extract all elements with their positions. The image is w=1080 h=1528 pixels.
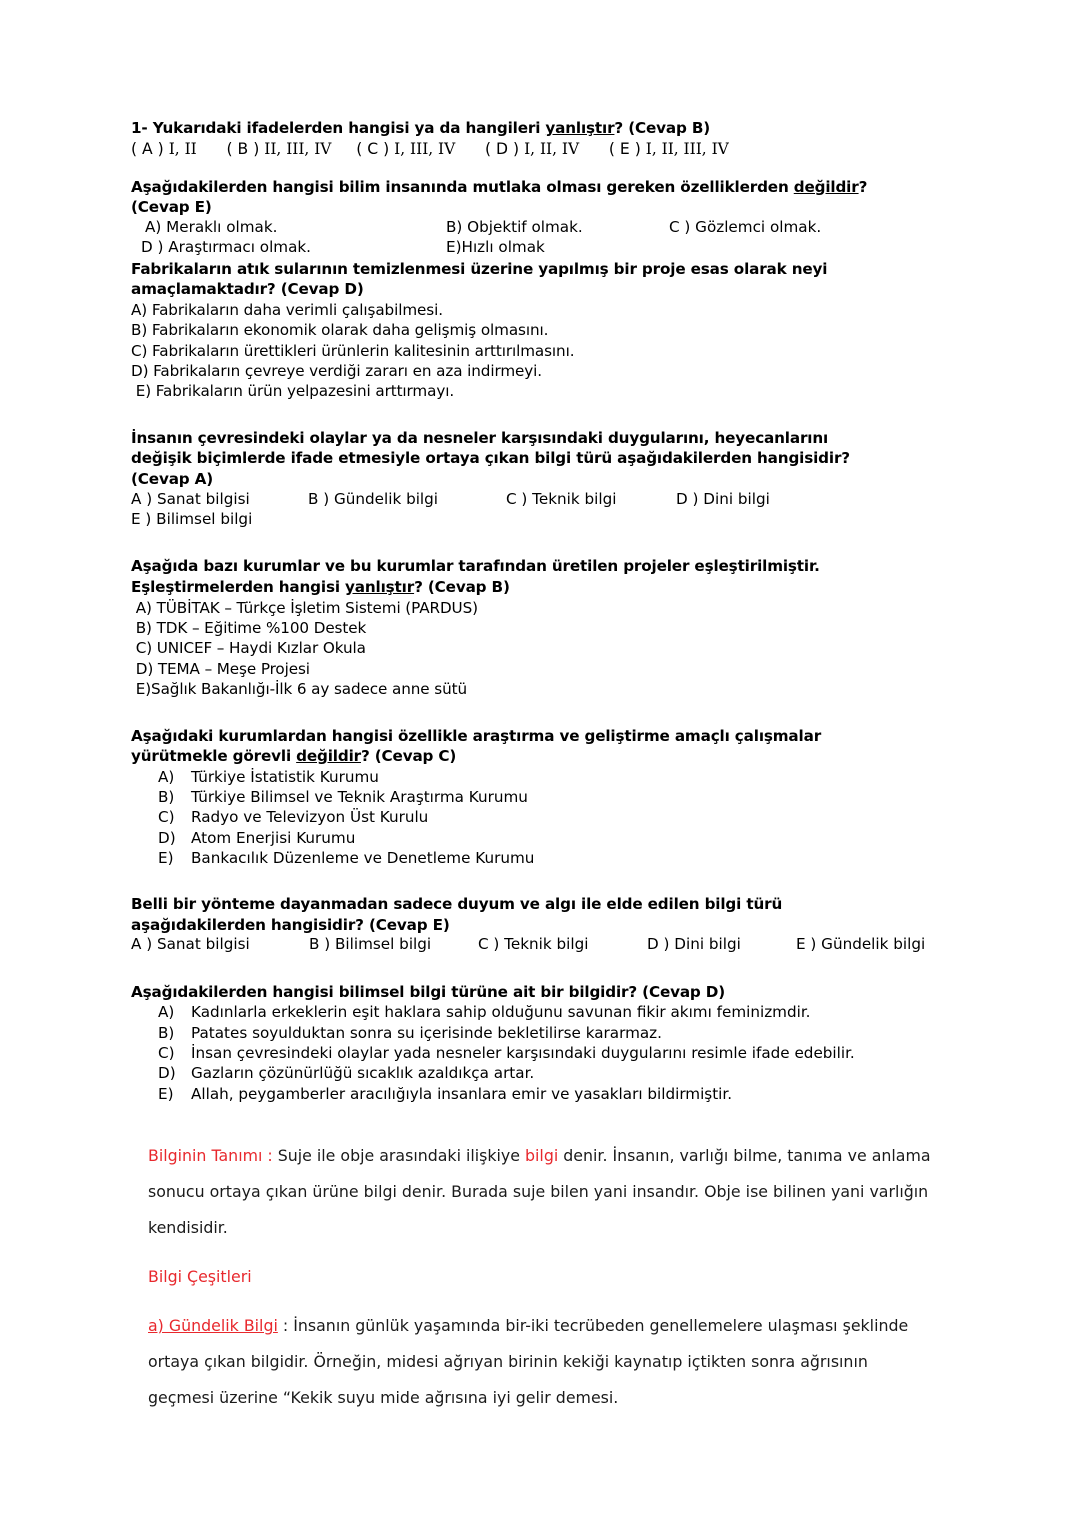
question-8-stem-line-1: Aşağıdakilerden hangisi bilimsel bilgi türüne ait bir bilgidir? (Cevap D) [131, 982, 726, 1001]
question-2-answer-key: (Cevap E) [131, 198, 212, 217]
option-marker-b: B) [158, 788, 175, 807]
question-7-options-row [131, 935, 949, 955]
question-4-options-row-1 [131, 490, 949, 510]
option-b: B ) Bilimsel bilgi [309, 935, 432, 954]
list-item [131, 828, 949, 848]
list-item [131, 787, 949, 807]
option-e: E) Fabrikaların ürün yelpazesini arttırmayı. [131, 382, 455, 401]
option-text-a: Türkiye İstatistik Kurumu [191, 767, 379, 786]
question-block-4 [131, 428, 949, 531]
option-b: B ) Gündelik bilgi [308, 489, 439, 508]
type-a-body: : İnsanın günlük yaşamında bir-iki tecrübeden genellemelere ulaşması şeklinde ortaya çıkan bilgidir. Örneğin, midesi ağrıyan birinin kekiği kaynatıp içtikten sonra ağrısının geçmesi üzerine “Kekik suyu mide ağrısına iyi gelir demesi. [148, 1315, 909, 1407]
option-marker-d: D) [158, 828, 176, 847]
option-marker-e: E) [158, 1084, 174, 1103]
question-3-stem-line-1: Fabrikaların atık sularının temizlenmesi üzerine yapılmış bir proje esas olarak neyi [131, 259, 828, 278]
question-block-5 [131, 556, 949, 699]
option-b: B) Fabrikaların ekonomik olarak daha gelişmiş olmasını. [131, 321, 549, 340]
question-6-stem-line-2 [131, 746, 949, 767]
question-block-8 [131, 982, 949, 1104]
option-letter-a: ( A ) [131, 139, 164, 158]
option-marker-a: A) [158, 1003, 175, 1022]
spacer [131, 530, 949, 556]
question-2-stem-suffix: ? [858, 177, 868, 196]
types-heading: Bilgi Çeşitleri [148, 1266, 252, 1286]
question-1-stem-prefix: 1- Yukarıdaki ifadelerden hangisi ya da hangileri [131, 119, 546, 137]
list-item [131, 1002, 949, 1022]
question-6-stem-prefix: yürütmekle görevli [131, 747, 297, 766]
type-a-label: a) Gündelik Bilgi [148, 1315, 278, 1335]
notes-section [148, 1138, 938, 1416]
question-4-stem-line-2: değişik biçimlerde ifade etmesiyle ortaya çıkan bilgi türü aşağıdakilerden hangisidir? [131, 449, 850, 468]
option-d: D ) Dini bilgi [647, 935, 741, 954]
question-block-1 [131, 118, 949, 160]
option-value-a: I, II [168, 139, 197, 158]
question-block-6 [131, 726, 949, 869]
option-text-c: Radyo ve Televizyon Üst Kurulu [191, 808, 429, 827]
question-4-stem-line-1: İnsanın çevresindeki olaylar ya da nesneler karşısındaki duygularını, heyecanlarını [131, 428, 829, 447]
question-block-7 [131, 894, 949, 956]
spacer [131, 160, 949, 177]
option-d: D) TEMA – Meşe Projesi [131, 659, 310, 678]
option-marker-e: E) [158, 848, 174, 867]
question-6-stem-line-1: Aşağıdaki kurumlardan hangisi özellikle araştırma ve geliştirme amaçlı çalışmalar [131, 726, 822, 745]
option-e: E ) Bilimsel bilgi [131, 509, 253, 528]
definition-body-part-1: Suje ile obje arasındaki ilişkiye [272, 1145, 526, 1165]
option-d: D) Fabrikaların çevreye verdiği zararı en aza indirmeyi. [131, 361, 543, 380]
list-item [131, 1043, 949, 1063]
option-text-e: Bankacılık Düzenleme ve Denetleme Kurumu [191, 848, 535, 867]
definition-body-part-2: denir. İnsanın, varlığı bilme, tanıma ve anlama sonucu ortaya çıkan ürüne bilgi denir. Burada suje bilen yani insandır. Obje ise bilinen yani varlığın kendisidir. [148, 1145, 931, 1237]
option-value-d: I, II, IV [524, 139, 580, 158]
list-item [131, 767, 949, 787]
question-1-options [131, 139, 949, 160]
option-marker-c: C) [158, 1044, 175, 1062]
option-b: B) TDK – Eğitime %100 Destek [131, 618, 367, 637]
question-7-stem-line-1: Belli bir yönteme dayanmadan sadece duyum ve algı ile elde edilen bilgi türü [131, 895, 783, 914]
question-2-options-row-1 [131, 218, 949, 238]
option-b: B) Objektif olmak. [446, 217, 583, 236]
question-block-2 [131, 177, 949, 259]
option-text-a: Kadınlarla erkeklerin eşit haklara sahip olduğunu savunan fikir akımı feminizmdir. [191, 1003, 811, 1022]
question-7-stem-line-2: aşağıdakilerden hangisidir? (Cevap E) [131, 915, 450, 934]
option-marker-b: B) [158, 1023, 175, 1042]
question-2-stem-prefix: Aşağıdakilerden hangisi bilim insanında mutlaka olması gereken özelliklerden [131, 177, 794, 196]
option-e: E)Sağlık Bakanlığı-İlk 6 ay sadece anne sütü [131, 680, 467, 699]
option-letter-e: ( E ) [608, 139, 641, 158]
option-c: C ) Gözlemci olmak. [669, 217, 822, 236]
option-text-c: İnsan çevresindeki olaylar yada nesneler karşısındaki duygularını resimle ifade edebilir. [191, 1044, 855, 1062]
question-6-stem-underlined: değildir [296, 747, 361, 766]
spacer [131, 402, 949, 428]
option-letter-d: ( D ) [485, 139, 520, 158]
question-5-stem-suffix: ? (Cevap B) [414, 577, 510, 596]
type-a-paragraph [148, 1308, 938, 1416]
option-e: E ) Gündelik bilgi [796, 935, 926, 954]
list-item [131, 1084, 949, 1104]
option-a: A) Fabrikaların daha verimli çalışabilmesi. [131, 300, 443, 319]
option-text-b: Türkiye Bilimsel ve Teknik Araştırma Kurumu [191, 788, 528, 807]
question-6-stem-suffix: ? (Cevap C) [360, 747, 457, 766]
option-letter-b: ( B ) [226, 139, 260, 158]
option-text-b: Patates soyulduktan sonra su içerisinde bekletilirse kararmaz. [191, 1023, 662, 1042]
question-4-options-row-2 [131, 510, 949, 530]
option-a: A) Meraklı olmak. [145, 217, 278, 236]
option-a: A ) Sanat bilgisi [131, 489, 250, 508]
spacer [131, 700, 949, 726]
spacer [131, 956, 949, 982]
option-a: A ) Sanat bilgisi [131, 935, 250, 954]
option-letter-c: ( C ) [356, 139, 390, 158]
option-a: A) TÜBİTAK – Türkçe İşletim Sistemi (PARDUS) [131, 598, 478, 617]
option-c: C ) Teknik bilgi [478, 935, 589, 954]
option-text-d: Gazların çözünürlüğü sıcaklık azaldıkça artar. [191, 1064, 535, 1083]
option-text-e: Allah, peygamberler aracılığıyla insanlara emir ve yasakları bildirmiştir. [191, 1084, 733, 1103]
question-1-stem [131, 118, 949, 139]
question-5-stem-underlined: yanlıştır [345, 577, 415, 596]
question-4-answer-key: (Cevap A) [131, 469, 214, 488]
option-marker-c: C) [158, 808, 175, 827]
question-1-stem-underlined: yanlıştır [545, 119, 615, 137]
question-2-stem-underlined: değildir [793, 177, 859, 196]
question-8-options [131, 1002, 949, 1103]
document-page [131, 118, 949, 1416]
spacer [131, 1104, 949, 1138]
option-marker-d: D) [158, 1064, 176, 1083]
question-2-stem [131, 177, 949, 198]
option-value-b: II, III, IV [264, 139, 332, 158]
option-c: C ) Teknik bilgi [506, 489, 617, 508]
question-2-options-row-2 [131, 238, 949, 258]
spacer [131, 868, 949, 894]
option-marker-a: A) [158, 767, 175, 786]
option-value-e: I, II, III, IV [645, 139, 729, 158]
question-6-options [131, 767, 949, 868]
spacer [148, 1295, 938, 1308]
option-d: D ) Araştırmacı olmak. [141, 238, 312, 257]
option-d: D ) Dini bilgi [676, 489, 770, 508]
list-item [131, 1023, 949, 1043]
question-3-stem-line-2: amaçlamaktadır? (Cevap D) [131, 280, 364, 299]
option-value-c: I, III, IV [394, 139, 456, 158]
option-c: C) Fabrikaların ürettikleri ürünlerin kalitesinin arttırılmasını. [131, 341, 575, 360]
question-5-stem-line-1: Aşağıda bazı kurumlar ve bu kurumlar tarafından üretilen projeler eşleştirilmiştir. [131, 557, 820, 576]
list-item [131, 1063, 949, 1083]
option-c: C) UNICEF – Haydi Kızlar Okula [131, 639, 366, 658]
spacer [148, 1246, 938, 1259]
list-item [131, 807, 949, 827]
question-5-stem-prefix: Eşleştirmelerden hangisi [131, 577, 346, 596]
question-block-3 [131, 259, 949, 402]
definition-label: Bilginin Tanımı : [148, 1145, 273, 1165]
definition-paragraph [148, 1138, 938, 1246]
question-5-stem-line-2 [131, 577, 949, 598]
option-text-d: Atom Enerjisi Kurumu [191, 828, 356, 847]
list-item [131, 848, 949, 868]
question-1-stem-suffix: ? (Cevap B) [614, 119, 711, 137]
option-e: E)Hızlı olmak [446, 238, 545, 257]
definition-highlight: bilgi [525, 1145, 559, 1165]
